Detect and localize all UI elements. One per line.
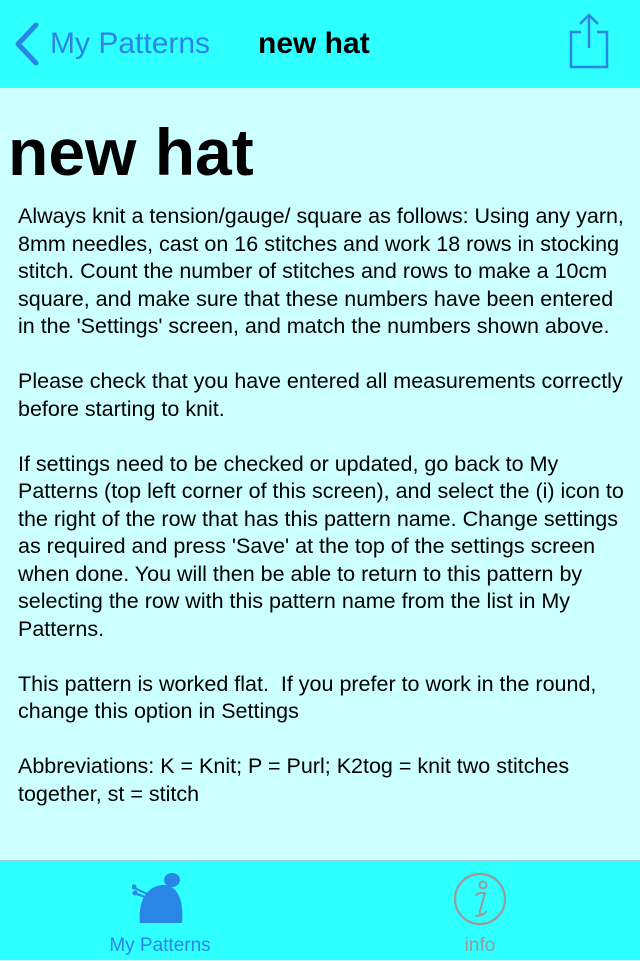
tab-info-label: info [464, 935, 496, 956]
nav-title: new hat [258, 27, 370, 60]
navigation-bar [0, 0, 640, 88]
share-button[interactable] [566, 12, 612, 70]
pattern-content[interactable] [0, 89, 640, 860]
pattern-instructions: Always knit a tension/gauge/ square as follows: Using any yarn, 8mm needles, cast on 16 stitches and work 18 rows in stocking stitch. Count the number of stitches and rows to make a 10cm square, and make sure that these numbers have been entered in the 'Settings' screen, and match the numbers shown above. Please check that you have entered all measurements correctly before starting to knit. If settings need to be checked or updated, go back to My Patterns (top left corner of this screen), and select the (i) icon to the right of the row that has this pattern name. Change settings as required and press 'Save' at the top of the settings screen when done. You will then be able to return to this pattern by selecting the row with this pattern name from the list in My Patterns. This pattern is worked flat. If you prefer to work in the round, change this option in Settings Abbreviations: K = Knit; P = Purl; K2tog = knit two stitches together, st = stitch [18, 204, 624, 806]
chevron-left-icon [14, 22, 40, 66]
tab-my-patterns[interactable] [0, 861, 320, 961]
tab-my-patterns-label: My Patterns [109, 935, 211, 956]
tab-info[interactable] [320, 861, 640, 961]
share-icon [566, 12, 612, 70]
tab-bar [0, 860, 640, 960]
page-title: new hat [8, 115, 254, 189]
info-icon [452, 871, 508, 927]
knitted-hat-icon [132, 871, 188, 927]
back-button-label: My Patterns [50, 27, 211, 60]
back-button[interactable] [14, 20, 210, 68]
